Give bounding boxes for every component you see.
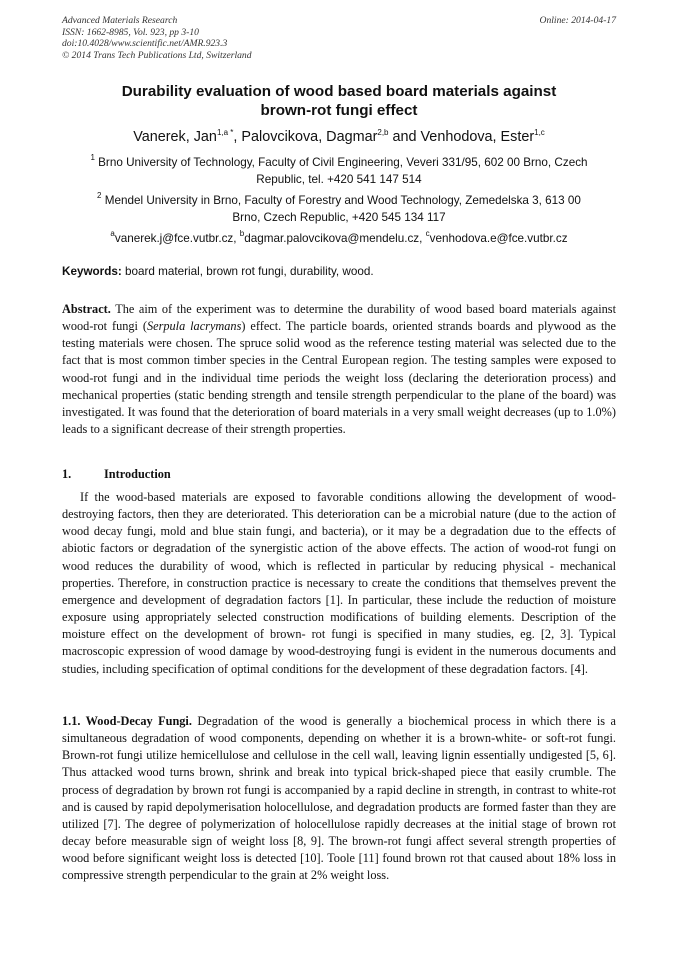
email-c[interactable]: venhodova.e@fce.vutbr.cz — [429, 232, 568, 245]
author-1-name: Vanerek, Jan — [133, 129, 217, 145]
wood-decay-paragraph — [62, 713, 616, 885]
keywords-label: Keywords: — [62, 265, 122, 278]
keywords-line — [62, 263, 616, 280]
title-line-1: Durability evaluation of wood based board materials against — [121, 83, 557, 100]
abstract-label: Abstract. — [62, 302, 111, 316]
copyright-line: © 2014 Trans Tech Publications Ltd, Switzerland — [62, 49, 252, 61]
affiliation-1-sup: 1 — [90, 153, 95, 162]
journal-header — [62, 15, 616, 61]
section-title: Introduction — [104, 467, 171, 481]
affiliation-1-line-2: Republic, tel. +420 541 147 514 — [256, 173, 422, 186]
affiliation-2-line-1: Mendel University in Brno, Faculty of Forestry and Wood Technology, Zemedelska 3, 613 00 — [101, 194, 581, 207]
section-number: 1. — [62, 467, 72, 481]
affiliation-1 — [62, 154, 616, 188]
affiliation-2 — [62, 192, 616, 226]
author-3-sup: 1,c — [534, 128, 545, 137]
email-b[interactable]: dagmar.palovcikova@mendelu.cz, — [244, 232, 426, 245]
affiliation-2-sup: 2 — [97, 191, 102, 200]
issn-line: ISSN: 1662-8985, Vol. 923, pp 3-10 — [62, 26, 199, 38]
subsection-text: Degradation of the wood is generally a biochemical process in which there is a simultaneous degradation of wood components, depending on whether it is a brown-white- or soft-rot fungi. Brown-rot fungi utilize hemicellulose and cellulose in the cell wall, leaving lignin essentially undigested [5, 6]. Thus attacked wood turns brown, shrink and break into typical brick-shaped piece that easily crumble. The process of degradation by brown rot fungi is accompanied by a rapid decline in strength, in contrast to white-rot and is caused by rapid depolymerisation holocellulose, and degradation products are formed faster than they are utilized [7]. The degree of polymerization of holocellulose rapidly decreases at the initial stage of brown rot decay before measurable sign of weight loss [8, 9]. The brown-rot fungi affect several strength properties of wood before significant weight loss is detected [10]. Toole [11] found brown rot that caused about 18% loss in compressive strength perpendicular to the grain at 2% weight loss. — [62, 714, 616, 883]
abstract-species: Serpula lacrymans — [146, 319, 242, 334]
author-list — [62, 128, 616, 146]
doi-line: doi:10.4028/www.scientific.net/AMR.923.3 — [62, 38, 228, 49]
abstract-paragraph — [62, 301, 616, 438]
affiliation-1-line-1: Brno University of Technology, Faculty of Civil Engineering, Veveri 331/95, 602 00 Brno, Czech — [94, 156, 588, 169]
email-a[interactable]: vanerek.j@fce.vutbr.cz, — [114, 232, 240, 245]
paper-title — [62, 82, 616, 120]
keywords-text: board material, brown rot fungi, durability, wood. — [121, 265, 374, 278]
journal-name: Advanced Materials Research — [62, 15, 178, 26]
author-3-name: and Venhodova, Ester — [388, 129, 535, 145]
author-emails — [62, 230, 616, 247]
abstract-text-2: ) effect. The particle boards, oriented strands boards and plywood as the testing materials were chosen. The spruce solid wood as the reference testing material was selected due to the fact that is most common timber species in the Central European region. The testing samples were exposed to wood-rot fungi and in the individual time periods the weight loss (declaring the deterioration process) and mechanical properties (static bending strength and tensile strength perpendicular to the plane of the board) was investigated. It was found that the deterioration of board materials in a very small weight decreases (up to 1.0%) leads to a significant decrease of their strength properties. — [62, 319, 616, 437]
online-date: Online: 2014-04-17 — [539, 15, 616, 26]
email-a-sup: a — [110, 229, 115, 238]
introduction-paragraph: If the wood-based materials are exposed to favorable conditions allowing the development of wood-destroying factors, then they are deteriorated. This deterioration can be a microbial nature (due to the action of wood decay fungi, mold and blue stain fungi, and bacteria), or it may be a degradation due to the effects of abiotic factors or degradation of the synergistic action of the above effects. The action of wood-rot fungi on wood reduces the durability of wood, which is reflected in particular by reducing physical - mechanical properties. Therefore, in construction practice is necessary to create the conditions that themselves prevent the emergence and development of degradation factors [1]. In particular, these include the reduction of moisture exposure using appropriately selected construction modifications of building elements. Description of the moisture effect on the development of brown- rot fungi is specified in many studies, eg. [2, 3]. Typical macroscopic expression of wood damage by wood-destroying fungi is evident in the numerous documents and studies, including specification of optimal conditions for the development of these degradation factors. [4]. — [62, 490, 616, 676]
email-b-sup: b — [239, 229, 245, 238]
abstract-text-1: The aim of the experiment was to determine the durability of wood based board materials against wood-rot fungi ( — [62, 302, 616, 334]
subsection-label: 1.1. Wood-Decay Fungi. — [62, 714, 192, 728]
author-2-name: , Palovcikova, Dagmar — [233, 129, 378, 145]
title-line-2: brown-rot fungi effect — [260, 102, 418, 119]
author-1-sup: 1,a * — [216, 128, 234, 137]
email-c-sup: c — [425, 229, 430, 238]
section-heading-introduction — [62, 466, 171, 483]
affiliation-2-line-2: Brno, Czech Republic, +420 545 134 117 — [232, 211, 446, 224]
author-2-sup: 2,b — [377, 128, 389, 137]
